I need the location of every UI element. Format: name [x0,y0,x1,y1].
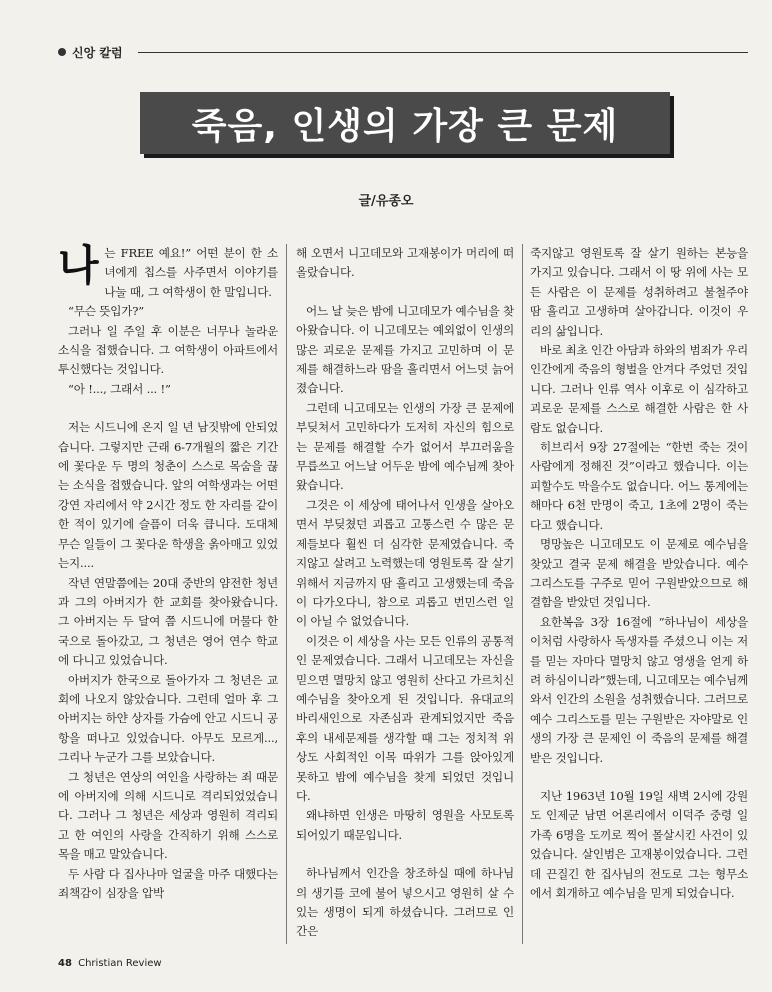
paragraph: 요한복음 3장 16절에 “하나님이 세상을 이처럼 사랑하사 독생자를 주셨으니 이는 저를 믿는 자마다 멸망치 않고 영생을 얻게 하려 하심이니라”했는데, 니고데모는 예수님께 와서 인간의 소원을 성취했습니다. 그러므로 예수 그리스도를 믿는 구원받은 자야말로 인생의 가장 큰 문제인 이 죽음의 문제를 해결받은 것입니다. [530,614,748,765]
paragraph: 두 사람 다 집사나마 얼굴을 마주 대했다는 죄책감이 심장을 압박 [58,866,278,900]
paragraph: 아버지가 한국으로 돌아가자 그 청년은 교회에 나오지 않았습니다. 그런데 얼마 후 그 아버지는 하얀 상자를 가슴에 안고 시드니 공항을 떠나고 있었습니다. 아무도 모르게..., 그리나 누군가 그를 보았습니다. [58,672,278,765]
paragraph: 그러나 일 주일 후 이분은 너무나 놀라운 소식을 접했습니다. 그 여학생이 아파트에서 투신했다는 것입니다. [58,323,278,377]
paragraph: 죽지않고 영원토록 잘 살기 원하는 본능을 가지고 있습니다. 그래서 이 땅 위에 사는 모든 사람은 이 문제를 성취하려고 불철주야 땀 흘리고 고생하며 살아갑니다. 이것이 우리의 삶입니다. [530,246,748,338]
bullet-icon [58,48,66,56]
column-3 [530,244,748,903]
header-rule [138,52,748,53]
paragraph: 그런데 니고데모는 인생의 가장 큰 문제에 부딪쳐서 고민하다가 도저히 자신의 힘으로는 문제를 해결할 수가 없어서 부끄러움을 무릅쓰고 어느날 어두운 밤에 예수님께 찾아왔습니다. [296,400,514,493]
column-divider [522,244,523,944]
paragraph: 어느 날 늦은 밤에 니고데모가 예수님을 찾아왔습니다. 이 니고데모는 예외없이 인생의 많은 괴로운 문제를 가지고 고민하며 이 문제를 해결하느라 땀을 흘리면서 어느덧 늙어졌습니다. [296,303,514,396]
drop-cap: 나 [58,241,99,290]
paragraph: 바로 최초 인간 아담과 하와의 범죄가 우리 인간에게 죽음의 형벌을 안겨다 주었던 것입니다. 그러나 인류 역사 이후로 이 심각하고 괴로운 문제를 스스로 해결한 사람은 한 사람도 없습니다. [530,343,748,435]
paragraph: 지난 1963년 10월 19일 새벽 2시에 강원도 인제군 남면 어론리에서 이덕주 중령 일가족 6명을 도끼로 찍어 몰살시킨 사건이 있었습니다. 살인범은 고재봉이었습니다. 그런데 끈질긴 한 집사님의 전도로 그는 형무소에서 회개하고 예수님을 믿게 되었습니다. [530,788,748,900]
magazine-name: Christian Review [78,958,162,969]
page-footer [58,958,162,969]
paragraph: 명망높은 니고데모도 이 문제로 예수님을 찾았고 결국 문제 해결을 받았습니다. 예수 그리스도를 구주로 믿어 구원받았으므로 해결함을 받았던 것입니다. [530,537,748,610]
paragraph: 는 FREE 예요!” 어떤 분이 한 소녀에게 칩스를 사주면서 이야기를 나눌 때, 그 여학생이 한 말입니다. [104,246,278,299]
paragraph: “아 !..., 그래서 ... !” [68,381,171,396]
article-title: 죽음, 인생의 가장 큰 문제 [191,105,619,147]
paragraph: 작년 연말쯤에는 20대 중반의 얌전한 청년과 그의 아버지가 한 교회를 찾아왔습니다. 그 아버지는 두 달여 쯤 시드니에 머물다 한국으로 돌아갔고, 그 청년은 영어 연수 학교에 다니고 있었습니다. [58,575,278,668]
paragraph: 왜냐하면 인생은 마땅히 영원을 사모토록 되어있기 때문입니다. [296,808,514,842]
section-header [58,44,748,60]
column-divider [286,244,287,944]
paragraph: 그 청년은 연상의 여인을 사랑하는 죄 때문에 아버지에 의해 시드니로 격리되었었습니다. 그러나 그 청년은 세상과 영원히 격리되고 한 여인의 사랑을 간직하기 위해 스스로 목을 매고 말았습니다. [58,769,278,862]
paragraph: 그것은 이 세상에 태어나서 인생을 살아오면서 부딪쳤던 괴롭고 고통스런 수 많은 문제들보다 훨씬 더 심각한 문제였습니다. 죽지않고 살려고 노력했는데 영원토록 잘 살기 위해서 지금까지 땀 흘리고 고생했는데 죽음이 다가오다니, 참으로 괴롭고 번민스런 일이 아닐 수 없었습니다. [296,497,514,629]
paragraph: “무슨 뜻입가?” [68,304,144,319]
column-1 [58,241,278,903]
column-2 [296,244,514,942]
paragraph: 이것은 이 세상을 사는 모든 인류의 공통적인 문제였습니다. 그래서 니고데모는 자신을 믿으면 멸망치 않고 영원히 산다고 가르치신 예수님을 찾아오게 된 것입니다. 유대교의 바리새인으로 자존심과 관계되었지만 죽음 후의 내세문제를 생각할 때 그는 정치적 위상도 사회적인 이목 따위가 그를 앉아있게 못하고 밤에 예수님을 찾게 되었던 것입니다. [296,633,514,803]
paragraph: 히브리서 9장 27절에는 “한번 죽는 것이 사람에게 정해진 것”이라고 했습니다. 이는 피할수도 막을수도 없습니다. 어느 통계에는 해마다 6천 만명이 죽고, 1초에 2명이 죽는다고 했습니다. [530,440,748,532]
article-title-bar [140,92,670,154]
section-label: 신앙 칼럼 [72,46,123,60]
paragraph: 해 오면서 니고데모와 고재봉이가 머리에 떠올랐습니다. [296,246,514,280]
paragraph: 하나님께서 인간을 창조하실 때에 하나님의 생기를 코에 불어 넣으시고 영원히 살 수 있는 생명이 되게 하셨습니다. 그러므로 인간은 [296,866,514,939]
paragraph: 저는 시드니에 온지 일 년 남짓밖에 안되었습니다. 그렇지만 근래 6-7개월의 짧은 기간에 꽃다운 두 명의 청춘이 스스로 목숨을 끊는 소식을 접했습니다. 앞의 여학생과는 어떤 강연 자리에서 약 2시간 정도 한 자리를 같이 한 적이 있기에 슬픔이 더욱 큽니다. 도대체 무슨 일들이 그 꽃다운 학생을 옭아매고 있었는지.... [58,420,278,571]
byline: 글/유종오 [358,194,414,209]
page-number: 48 [58,958,72,969]
